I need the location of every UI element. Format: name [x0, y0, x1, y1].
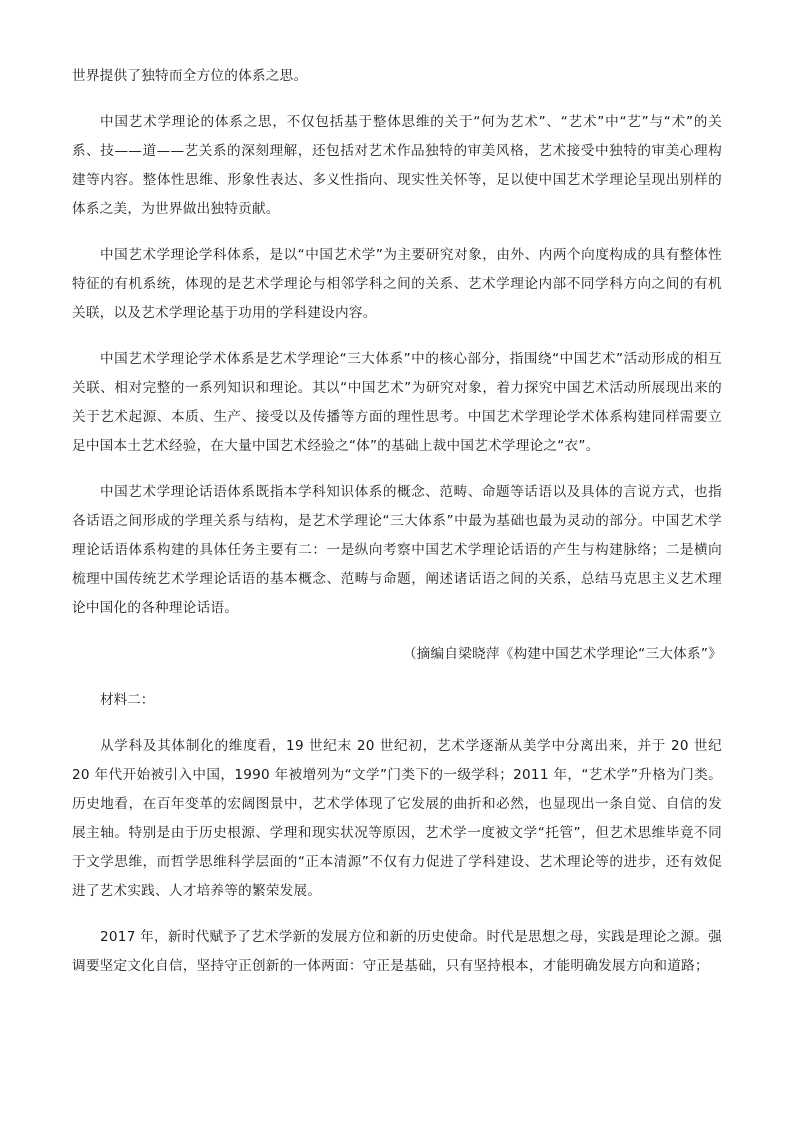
- paragraph-2: 中国艺术学理论学科体系，是以“中国艺术学”为主要研究对象，由外、内两个向度构成的具有整体性特征的有机系统，体现的是艺术学理论与相邻学科之间的关系、艺术学理论内部不同学科方向之间的有机关联，以及艺术学理论基于功用的学科建设内容。: [72, 247, 722, 321]
- source-citation: （摘编自梁晓萍《构建中国艺术学理论“三大体系”》: [402, 646, 722, 662]
- material-two-heading: 材料二：: [100, 692, 155, 708]
- paragraph-gap: [72, 91, 722, 108]
- paragraph-0: 世界提供了独特而全方位的体系之思。: [72, 68, 308, 84]
- paragraph-gap: [72, 623, 722, 640]
- paragraph-4: 中国艺术学理论话语体系既指本学科知识体系的概念、范畴、命题等话语以及具体的言说方式，也指各话语之间形成的学理关系与结构，是艺术学理论“三大体系”中最为基础也最为灵动的部分。中国艺术学理论话语体系构建的具体任务主要有二：一是纵向考察中国艺术学理论话语的产生与构建脉络；二是横向梳理中国传统艺术学理论话语的基本概念、范畴与命题，阐述诸话语之间的关系，总结马克思主义艺术理论中国化的各种理论话语。: [72, 484, 722, 616]
- paragraph-5: 从学科及其体制化的维度看，19 世纪末 20 世纪初，艺术学逐渐从美学中分离出来，并于 20 世纪 20 年代开始被引入中国，1990 年被增列为“文学”门类下的一级学科；2011 年，“艺术学”升格为门类。历史地看，在百年变革的宏阔图景中，艺术学体现了它发展的曲折和必然，也显现出一条自觉、自信的发展主轴。特别是由于历史根源、学理和现实状况等原因，艺术学一度被文学“托管”，但艺术思维毕竟不同于文学思维，而哲学思维科学层面的“正本清源”不仅有力促进了学科建设、艺术理论等的进步，还有效促进了艺术实践、人才培养等的繁荣发展。: [72, 738, 722, 899]
- paragraph-3: 中国艺术学理论学术体系是艺术学理论“三大体系”中的核心部分，指围绕“中国艺术”活动形成的相互关联、相对完整的一系列知识和理论。其以“中国艺术”为研究对象，着力探究中国艺术活动所展现出来的关于艺术起源、本质、生产、接受以及传播等方面的理性思考。中国艺术学理论学术体系构建同样需要立足中国本土艺术经验，在大量中国艺术经验之“体”的基础上裁中国艺术学理论之“衣”。: [72, 351, 722, 454]
- paragraph-gap: [72, 906, 722, 923]
- document-body: [72, 62, 722, 981]
- paragraph-gap: [72, 669, 722, 686]
- paragraph-gap: [72, 328, 722, 345]
- paragraph-gap: [72, 461, 722, 478]
- paragraph-gap: [72, 224, 722, 241]
- paragraph-6: 2017 年，新时代赋予了艺术学新的发展方位和新的历史使命。时代是思想之母，实践是理论之源。强调要坚定文化自信，坚持守正创新的一体两面：守正是基础，只有坚持根本，才能明确发展方向和道路；: [72, 929, 722, 974]
- paragraph-gap: [72, 715, 722, 732]
- paragraph-1: 中国艺术学理论的体系之思，不仅包括基于整体思维的关于“何为艺术”、“艺术”中“艺”与“术”的关系、技——道——艺关系的深刻理解，还包括对艺术作品独特的审美风格，艺术接受中独特的审美心理构建等内容。整体性思维、形象性表达、多义性指向、现实性关怀等，足以使中国艺术学理论呈现出别样的体系之美，为世界做出独特贡献。: [72, 114, 722, 217]
